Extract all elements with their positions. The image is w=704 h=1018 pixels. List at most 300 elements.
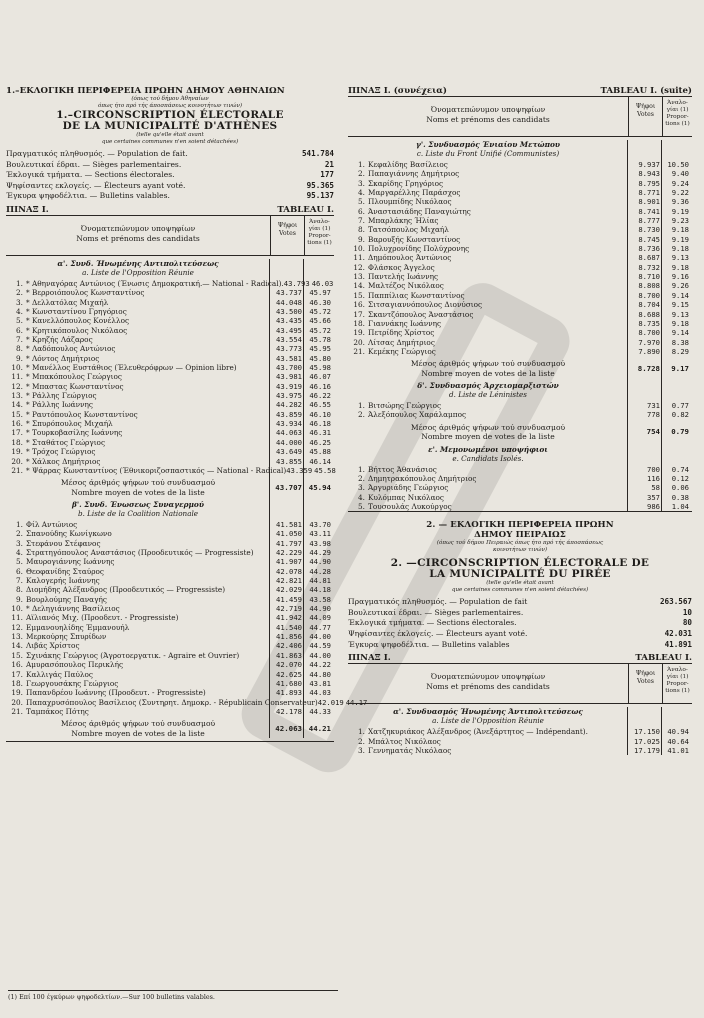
candidate-votes: 8.730 <box>638 225 660 235</box>
candidate-name: Δημητρακόπουλος Δημήτριος <box>368 473 477 483</box>
candidate-proportion: 44.59 <box>309 641 331 651</box>
piraeus-sub2: κοινοτήτων τινών) <box>492 547 548 554</box>
candidate-proportion: 46.25 <box>309 437 331 447</box>
candidate-name: * Μανέλλος Ευστάθιος (Έλευθερόφρων — Opinion libre) <box>26 363 237 373</box>
candidate-name: * Βερροιόπουλος Κωνσταντίνος <box>26 288 145 298</box>
candidate-proportion: 44.81 <box>309 576 331 586</box>
left-table-title <box>6 205 334 215</box>
candidate-row <box>6 595 334 604</box>
table-title-gr: ΠΙΝΑΞ Ι. <box>6 204 49 215</box>
piraeus-note2: que certaines communes n'en soient détachées) <box>451 587 589 594</box>
stat-value: 95.365 <box>306 180 334 190</box>
candidate-number: 19. <box>11 447 23 457</box>
candidate-row <box>6 548 334 557</box>
list-average-votes: 43.707 <box>275 482 302 492</box>
candidate-number: 3. <box>16 538 23 548</box>
candidate-name: Άλεξόπουλος Χαράλαμπος <box>368 410 467 420</box>
candidate-proportion: 9.13 <box>671 309 689 319</box>
candidate-number: 17. <box>353 309 365 319</box>
candidate-number: 2. <box>16 529 23 539</box>
left-district-sub2: όπως ήτο πρό τής άποσπάσεως κοινοτήτων τινών) <box>97 103 243 109</box>
group-title-fr: a. Liste de l'Opposition Réunie <box>82 267 194 277</box>
candidate-name-cell <box>348 746 628 755</box>
candidate-votes: 8.710 <box>638 272 660 282</box>
candidate-number: 5. <box>358 501 365 511</box>
candidate-votes: 17.025 <box>634 736 660 746</box>
list-average-gr: Μέσος άριθμός ψήφων τού συνδυασμού <box>60 478 216 488</box>
stat-label: Ψηφίσαντες εκλογείς. — Électeurs ayant voté. <box>6 180 186 190</box>
table-title-fr: TABLEAU I. <box>635 653 692 664</box>
candidate-name: Μαλτέζος Νικόλαος <box>368 281 444 291</box>
header-votes-gr: Ψήφοι <box>277 221 298 229</box>
candidate-row <box>348 207 692 216</box>
group-title-fr: c. Liste du Front Unifié (Communistes) <box>416 149 560 158</box>
group-title-gr: α'. Συνδυασμός Ήνωμένης Άντιπολιτεύσεως <box>393 707 583 717</box>
group-title-fr: a. Liste de l'Opposition Réunie <box>432 716 544 726</box>
candidate-proportion: 0.82 <box>671 410 689 420</box>
candidate-votes: 42.625 <box>276 669 302 679</box>
candidate-row <box>348 328 692 337</box>
candidate-proportion: 45.95 <box>309 344 331 354</box>
candidate-number: 11. <box>11 372 23 382</box>
candidate-votes: 8.745 <box>638 234 660 244</box>
candidate-name-cell <box>6 529 270 538</box>
stat-value: 42.031 <box>664 629 692 639</box>
candidate-row <box>6 576 334 585</box>
candidate-row <box>6 632 334 641</box>
candidate-number: 3. <box>16 297 23 307</box>
candidate-name-cell <box>348 347 628 356</box>
candidate-name-cell <box>6 604 270 613</box>
candidate-name: * Ράλλης Ιωάννης <box>26 400 93 410</box>
group-title-fr: d. Liste de Léninistes <box>449 390 527 400</box>
candidate-number: 7. <box>16 335 23 345</box>
candidate-name-cell <box>348 410 628 419</box>
candidate-name: Χατζηκυριάκος Αλέξανδρος (Άνεξάρτητος — Indépendant). <box>368 727 588 737</box>
candidate-votes: 7.970 <box>638 337 660 347</box>
candidate-number: 20. <box>353 337 365 347</box>
candidate-number: 8. <box>16 585 23 595</box>
candidate-proportion: 45.97 <box>309 288 331 298</box>
candidate-proportion: 44.29 <box>309 548 331 558</box>
candidate-name-cell <box>6 632 270 641</box>
candidate-number: 15. <box>11 409 23 419</box>
table-title-gr: ΠΙΝΑΞ Ι. (συνέχεια) <box>348 86 447 96</box>
candidate-name: Κεφαλίδης Βασίλειος <box>368 160 448 169</box>
candidate-votes: 8.808 <box>638 281 660 291</box>
candidate-row <box>348 225 692 234</box>
list-average-label <box>6 478 270 497</box>
candidate-number: 12. <box>11 381 23 391</box>
candidate-name-cell <box>6 410 270 419</box>
candidate-number: 16. <box>11 419 23 429</box>
candidate-row <box>348 263 692 272</box>
candidate-number: 1. <box>16 278 23 288</box>
candidate-name: Παππίλιας Κωνσταντίνος <box>368 290 465 300</box>
candidate-proportion: 45.88 <box>309 447 331 457</box>
candidate-name-cell <box>348 493 628 502</box>
candidate-proportion: 9.14 <box>671 328 689 338</box>
candidate-name: Λιβάς Χρίστος <box>26 641 80 651</box>
table-body <box>348 707 692 755</box>
candidate-row <box>6 520 334 529</box>
table-title-fr: TABLEAU I. <box>277 204 334 215</box>
candidate-row <box>348 216 692 225</box>
candidate-row <box>6 344 334 353</box>
candidate-votes: 41.863 <box>276 650 302 660</box>
candidate-row <box>348 737 692 746</box>
candidate-number: 10. <box>11 363 23 373</box>
candidate-number: 8. <box>16 344 23 354</box>
table-title-fr: TABLEAU I. (suite) <box>600 86 692 96</box>
candidate-name: Σχινάκης Γεώργιος (Άγροτοεργατικ. - Agraire et Ouvrier) <box>26 650 240 660</box>
candidate-votes: 58 <box>651 483 660 493</box>
candidate-name-cell <box>6 698 318 707</box>
candidate-name: Πλουμπίδης Νικόλαος <box>368 197 452 207</box>
candidate-name: Γεννηματάς Νικόλαος <box>368 745 452 755</box>
candidate-name-cell <box>348 474 628 483</box>
candidate-name: Στεφάνου Στέφανος <box>26 538 101 548</box>
header-name-gr: Όνοματεπώνυμον υποψηφίων <box>80 223 196 233</box>
candidate-name-cell <box>348 216 628 225</box>
candidate-votes: 43.855 <box>276 456 302 466</box>
candidate-votes: 41.907 <box>276 557 302 567</box>
candidate-row <box>6 567 334 576</box>
candidate-proportion: 46.18 <box>309 419 331 429</box>
candidate-name: Αϊλιανός Μιχ. (Προοδευτ. - Progressiste) <box>26 613 179 623</box>
candidate-proportion: 8.38 <box>671 337 689 347</box>
candidate-name: Μπάλτος Νικόλαος <box>368 736 441 746</box>
candidate-row <box>348 281 692 290</box>
candidate-votes: 8.741 <box>638 206 660 216</box>
candidate-votes: 41.540 <box>276 622 302 632</box>
candidate-votes: 43.554 <box>276 335 302 345</box>
candidate-name-cell <box>348 401 628 410</box>
candidate-number: 17. <box>11 669 23 679</box>
candidate-name-cell <box>6 670 270 679</box>
stat-value: 10 <box>682 607 692 617</box>
candidate-number: 1. <box>358 160 365 169</box>
candidate-name: Βιτσώρης Γεώργιος <box>368 401 442 411</box>
stat-label: Έγκυρα ψηφοδέλτια. — Bulletins valables. <box>6 191 170 201</box>
candidate-name-cell <box>348 338 628 347</box>
candidate-name-cell <box>6 613 270 622</box>
candidate-row <box>6 585 334 594</box>
candidate-row <box>6 419 334 428</box>
candidate-row <box>6 457 334 466</box>
candidate-name: * Λόντος Δημήτριος <box>26 353 100 363</box>
candidate-number: 6. <box>16 566 23 576</box>
list-average-proportion: 0.79 <box>671 427 689 437</box>
candidate-name-cell <box>348 253 628 262</box>
candidate-row <box>348 253 692 262</box>
candidate-name: * Κανελλόπουλος Κονέλλος <box>26 316 130 326</box>
candidate-row <box>348 235 692 244</box>
candidate-row <box>6 697 368 707</box>
candidate-name: Μερκούρης Σπυρίδων <box>26 632 107 642</box>
candidate-votes: 43.359 <box>286 465 313 475</box>
candidate-row <box>348 300 692 309</box>
candidate-proportion: 44.90 <box>309 557 331 567</box>
candidate-votes: 8.771 <box>638 188 660 198</box>
candidate-number: 1. <box>358 401 365 411</box>
candidate-votes: 8.943 <box>638 169 660 179</box>
candidate-name-cell <box>6 557 270 566</box>
candidate-proportion: 9.26 <box>671 281 689 291</box>
list-average-gr: Μέσος άριθμός ψήφων τού συνδυασμού <box>410 359 566 369</box>
candidate-name-cell <box>348 727 628 736</box>
candidate-row <box>348 746 692 755</box>
candidate-name: Μαργαρέλλης Παράσχος <box>368 188 461 198</box>
candidate-votes: 8.688 <box>638 309 660 319</box>
candidate-name: Καλογερής Ιωάννης <box>26 576 100 586</box>
candidate-name-cell <box>348 207 628 216</box>
candidate-name: * Δελλατόλας Μιχαήλ <box>26 297 109 307</box>
candidate-name: Σιτσαγιαννόπουλος Διονύσιος <box>368 300 483 310</box>
table-title-gr: ΠΙΝΑΞ Ι. <box>348 653 391 664</box>
list-average-votes: 8.728 <box>637 363 660 373</box>
candidate-number: 11. <box>11 613 23 623</box>
header-pct-gr: Άναλο-γίαι (1) <box>666 667 689 681</box>
candidate-row <box>348 401 692 410</box>
stat-value: 95.137 <box>306 191 334 201</box>
candidate-proportion: 46.22 <box>309 391 331 401</box>
candidate-name: * Αθηναγόρας Αντώνιος (Ένωσις Δημοκρατική.— National - Radical). <box>26 278 284 288</box>
stat-label: Βουλευτικαί έδραι. — Sièges parlementaires. <box>6 159 182 169</box>
candidate-name-cell <box>6 457 270 466</box>
header-name-fr: Noms et prénoms des candidats <box>426 115 550 124</box>
candidate-row <box>6 623 334 632</box>
candidate-votes: 43.581 <box>276 353 302 363</box>
candidate-votes: 8.732 <box>638 262 660 272</box>
candidate-name-cell <box>6 641 270 650</box>
candidate-name-cell <box>6 288 270 297</box>
group-title-gr: α'. Συνδ. Ήνωμένης Αντιπολιτεύσεως <box>57 258 219 268</box>
candidate-proportion: 43.11 <box>309 529 331 539</box>
left-district-sub1: (όπως τού δήμου Άθηναίων <box>131 96 209 102</box>
candidate-number: 17. <box>11 428 23 438</box>
list-average-row <box>348 359 692 378</box>
candidate-row <box>348 474 692 483</box>
candidate-votes: 41.942 <box>276 613 302 623</box>
stat-value: 263.567 <box>659 597 692 607</box>
candidate-row <box>348 310 692 319</box>
candidate-votes: 43.981 <box>276 372 302 382</box>
candidate-proportion: 0.06 <box>671 483 689 493</box>
candidate-row <box>6 529 334 538</box>
candidate-number: 4. <box>358 492 365 502</box>
candidate-row <box>348 272 692 281</box>
candidate-name-cell <box>6 520 270 529</box>
piraeus-note1: (telle qu'elle était avant <box>486 580 554 587</box>
candidate-row <box>6 557 334 566</box>
candidate-name: Γιαννάκης Ιωάννης <box>368 318 442 328</box>
candidate-name-cell <box>6 595 270 604</box>
candidate-number: 2. <box>358 473 365 483</box>
header-votes-fr: Votes <box>637 678 654 686</box>
candidate-proportion: 9.14 <box>671 290 689 300</box>
stat-label: Ψηφίσαντες έκλογείς. — Électeurs ayant voté. <box>348 629 528 639</box>
candidate-proportion: 46.03 <box>311 278 334 288</box>
candidate-name-cell <box>6 428 270 437</box>
header-pct-fr: Propor-tions (1) <box>665 681 690 695</box>
candidate-proportion: 45.58 <box>314 465 336 475</box>
candidate-number: 13. <box>11 632 23 642</box>
candidate-name: Μπαρλάκης Ήλίας <box>368 216 439 226</box>
candidate-votes: 41.459 <box>276 594 302 604</box>
candidate-votes: 357 <box>647 492 660 502</box>
header-votes-fr: Votes <box>279 229 296 237</box>
candidate-proportion: 0.74 <box>671 464 689 474</box>
candidate-proportion: 44.33 <box>309 706 331 716</box>
candidate-proportion: 46.07 <box>309 372 331 382</box>
candidate-votes: 8.777 <box>638 216 660 226</box>
candidate-name-cell <box>348 300 628 309</box>
candidate-name-cell <box>6 363 270 372</box>
candidate-number: 15. <box>353 290 365 300</box>
candidate-votes: 8.704 <box>638 300 660 310</box>
stat-label: Έκλογικά τμήματα. — Sections électorales. <box>348 618 517 628</box>
candidate-number: 20. <box>11 697 23 707</box>
candidate-proportion: 45.98 <box>309 363 331 373</box>
candidate-name-cell <box>6 707 270 716</box>
candidate-name-cell <box>6 298 270 307</box>
header-votes-gr: Ψήφοι <box>635 103 656 110</box>
candidate-name-cell <box>348 244 628 253</box>
candidate-row <box>6 298 334 307</box>
candidate-name-cell <box>6 400 270 409</box>
candidate-number: 5. <box>16 557 23 567</box>
candidate-row <box>348 179 692 188</box>
left-circ-line1: 1.–CIRCONSCRIPTION ÉLECTORALE <box>56 109 284 121</box>
candidate-name-cell <box>348 272 628 281</box>
candidate-proportion: 43.81 <box>309 678 331 688</box>
candidate-name: Δημόπουλος Άντώνιος <box>368 253 452 263</box>
stat-value: 541.784 <box>301 149 334 158</box>
candidate-name-cell <box>6 447 270 456</box>
candidate-name-cell <box>348 502 628 511</box>
candidate-votes: 731 <box>647 401 660 411</box>
candidate-name-cell <box>6 316 270 325</box>
candidate-row <box>6 679 334 688</box>
header-votes-gr: Ψήφοι <box>635 670 656 678</box>
candidate-proportion: 44.22 <box>309 660 331 670</box>
candidate-number: 10. <box>11 604 23 614</box>
candidate-number: 5. <box>16 316 23 326</box>
candidate-row <box>348 727 692 736</box>
candidate-row <box>6 707 334 716</box>
candidate-name: * Μπαστας Κωνσταντίνος <box>26 381 124 391</box>
candidate-name: Εμμανουηλίδης Έμμανουήλ <box>26 622 130 632</box>
header-pct-fr: Propor-tions (1) <box>665 114 690 127</box>
candidate-proportion: 44.90 <box>309 604 331 614</box>
list-average-fr: Nombre moyen de votes de la liste <box>421 368 555 378</box>
stat-label: Πραγματικός πληθυσμός. — Population de fait <box>348 597 528 607</box>
table-body <box>6 258 368 738</box>
list-average-row <box>6 719 334 738</box>
candidate-row <box>6 428 334 437</box>
right-results-table <box>348 96 692 512</box>
list-average-fr: Nombre moyen de votes de la liste <box>71 487 205 497</box>
candidate-row <box>348 347 692 356</box>
candidate-votes: 41.050 <box>276 529 302 539</box>
table-body <box>348 140 692 511</box>
candidate-votes: 8.687 <box>638 253 660 263</box>
candidate-name-cell <box>6 651 270 660</box>
candidate-name-cell <box>6 438 270 447</box>
candidate-number: 19. <box>353 328 365 338</box>
header-votes-fr: Votes <box>637 111 654 118</box>
candidate-proportion: 9.15 <box>671 300 689 310</box>
candidate-number: 13. <box>11 391 23 401</box>
candidate-row <box>348 502 692 511</box>
candidate-name-cell <box>348 319 628 328</box>
candidate-number: 21. <box>11 465 23 475</box>
header-name-fr: Noms et prénoms des candidats <box>426 682 550 692</box>
candidate-row <box>348 291 692 300</box>
table-header <box>6 216 334 256</box>
candidate-votes: 43.435 <box>276 316 302 326</box>
candidate-proportion: 44.80 <box>309 669 331 679</box>
candidate-proportion: 41.01 <box>667 745 689 755</box>
candidate-row <box>6 391 334 400</box>
piraeus-title1: 2. — ΕΚΛΟΓΙΚΗ ΠΕΡΙΦΕΡΕΙΑ ΠΡΩΗΝ <box>426 520 614 531</box>
stat-label: Πραγματικός πληθυσμός. — Population de fait. <box>6 149 188 158</box>
stat-label: Έκλογικά τμήματα. — Sections électorales. <box>6 170 175 180</box>
candidate-name: Τουσουλάς Λυκούργος <box>368 501 452 511</box>
candidate-number: 3. <box>358 483 365 493</box>
candidate-votes: 43.975 <box>276 391 302 401</box>
right-column <box>345 86 692 755</box>
candidate-row <box>348 188 692 197</box>
candidate-name: * Τουρκοβασίλης Ιωάννης <box>26 428 123 438</box>
candidate-proportion: 46.55 <box>309 400 331 410</box>
candidate-votes: 44.282 <box>276 400 302 410</box>
header-name-gr: Όνοματεπώνυμον υποψηφίων <box>430 672 546 682</box>
candidate-votes: 41.893 <box>276 688 302 698</box>
candidate-row <box>6 307 334 316</box>
candidate-row <box>6 335 334 344</box>
candidate-name: * Χάλκος Δημήτριος <box>26 456 101 466</box>
candidate-row <box>6 438 334 447</box>
left-circ-note2: que certaines communes n'en soient détachées) <box>101 139 239 145</box>
candidate-proportion: 9.18 <box>671 318 689 328</box>
candidate-row <box>348 244 692 253</box>
group-title-fr: e. Candidats Isolés. <box>452 453 524 463</box>
candidate-votes: 8.901 <box>638 197 660 207</box>
candidate-number: 16. <box>353 300 365 310</box>
candidate-name-cell <box>348 483 628 492</box>
candidate-votes: 41.856 <box>276 632 302 642</box>
candidate-number: 12. <box>353 262 365 272</box>
candidate-row <box>6 363 334 372</box>
candidate-name: Βήττος Άθανάσιος <box>368 464 437 474</box>
candidate-proportion: 46.30 <box>309 297 331 307</box>
stat-label: Βουλευτικαί έδραι. — Sièges parlementaires. <box>348 607 524 617</box>
candidate-name-cell <box>6 326 270 335</box>
group-title-gr: δ'. Συνδυασμός Άρχειομαρξιστών <box>417 381 559 391</box>
candidate-votes: 41.581 <box>276 520 302 529</box>
candidate-proportion: 46.14 <box>309 456 331 466</box>
piraeus-stats <box>348 597 692 650</box>
candidate-name-cell <box>348 310 628 319</box>
candidate-proportion: 1.04 <box>671 501 689 511</box>
candidate-number: 21. <box>11 706 23 716</box>
candidate-row <box>6 539 334 548</box>
candidate-name-cell <box>348 197 628 206</box>
candidate-number: 2. <box>358 736 365 746</box>
candidate-row <box>348 197 692 206</box>
